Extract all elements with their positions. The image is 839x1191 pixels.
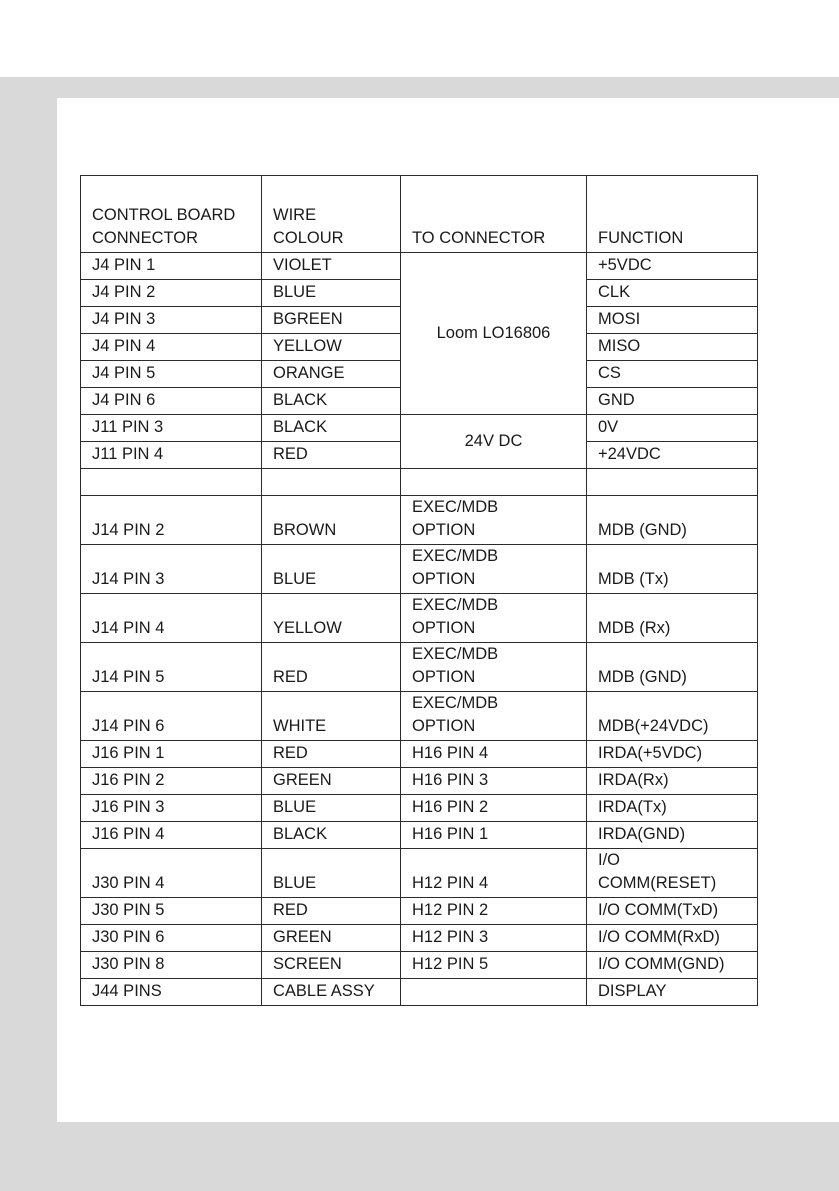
connector-cell: J16 PIN 3 xyxy=(81,795,262,822)
table-row xyxy=(81,692,758,741)
to-connector-cell: EXEC/MDB OPTION xyxy=(401,545,587,594)
colour-cell: GREEN xyxy=(262,768,401,795)
header-cell: FUNCTION xyxy=(587,176,758,253)
colour-cell: RED xyxy=(262,643,401,692)
colour-cell: RED xyxy=(262,442,401,469)
function-cell: I/O COMM(GND) xyxy=(587,952,758,979)
colour-cell: VIOLET xyxy=(262,253,401,280)
to-connector-cell: H12 PIN 5 xyxy=(401,952,587,979)
table-row xyxy=(81,768,758,795)
table-row xyxy=(81,822,758,849)
function-cell: MISO xyxy=(587,334,758,361)
colour-cell: BLUE xyxy=(262,545,401,594)
connector-cell: J30 PIN 5 xyxy=(81,898,262,925)
function-cell: MDB (GND) xyxy=(587,496,758,545)
colour-cell: BLUE xyxy=(262,849,401,898)
connector-cell: J44 PINS xyxy=(81,979,262,1006)
table-row xyxy=(81,253,758,280)
function-cell: MDB (Tx) xyxy=(587,545,758,594)
connector-cell: J11 PIN 4 xyxy=(81,442,262,469)
function-cell: GND xyxy=(587,388,758,415)
loom-cell: Loom LO16806 xyxy=(401,253,587,415)
colour-cell: RED xyxy=(262,741,401,768)
table-row xyxy=(81,496,758,545)
table-row xyxy=(81,979,758,1006)
table-row xyxy=(81,849,758,898)
colour-cell: ORANGE xyxy=(262,361,401,388)
colour-cell xyxy=(262,469,401,496)
wiring-table xyxy=(80,175,758,1006)
colour-cell: BLACK xyxy=(262,415,401,442)
colour-cell: RED xyxy=(262,898,401,925)
connector-cell: J30 PIN 4 xyxy=(81,849,262,898)
function-cell: 0V xyxy=(587,415,758,442)
top-margin xyxy=(0,0,839,78)
colour-cell: BLUE xyxy=(262,280,401,307)
colour-cell: SCREEN xyxy=(262,952,401,979)
colour-cell: BROWN xyxy=(262,496,401,545)
table-row xyxy=(81,643,758,692)
table-row xyxy=(81,925,758,952)
colour-cell: BGREEN xyxy=(262,307,401,334)
function-cell: +5VDC xyxy=(587,253,758,280)
function-cell: MDB(+24VDC) xyxy=(587,692,758,741)
function-cell: IRDA(Tx) xyxy=(587,795,758,822)
to-connector-cell xyxy=(401,979,587,1006)
to-connector-cell: EXEC/MDB OPTION xyxy=(401,643,587,692)
connector-cell: J16 PIN 4 xyxy=(81,822,262,849)
function-cell: +24VDC xyxy=(587,442,758,469)
function-cell: IRDA(+5VDC) xyxy=(587,741,758,768)
connector-cell: J4 PIN 5 xyxy=(81,361,262,388)
colour-cell: GREEN xyxy=(262,925,401,952)
connector-cell: J30 PIN 6 xyxy=(81,925,262,952)
function-cell: MOSI xyxy=(587,307,758,334)
colour-cell: CABLE ASSY xyxy=(262,979,401,1006)
connector-cell: J14 PIN 4 xyxy=(81,594,262,643)
connector-cell: J16 PIN 1 xyxy=(81,741,262,768)
connector-cell: J4 PIN 1 xyxy=(81,253,262,280)
to-connector-cell: EXEC/MDB OPTION xyxy=(401,496,587,545)
connector-cell: J16 PIN 2 xyxy=(81,768,262,795)
function-cell xyxy=(587,469,758,496)
header-cell: CONTROL BOARD CONNECTOR xyxy=(81,176,262,253)
function-cell: IRDA(GND) xyxy=(587,822,758,849)
to-connector-cell: H12 PIN 3 xyxy=(401,925,587,952)
connector-cell: J14 PIN 3 xyxy=(81,545,262,594)
table-row-empty xyxy=(81,469,758,496)
colour-cell: YELLOW xyxy=(262,334,401,361)
header-cell: TO CONNECTOR xyxy=(401,176,587,253)
connector-cell: J30 PIN 8 xyxy=(81,952,262,979)
to-connector-cell: EXEC/MDB OPTION xyxy=(401,692,587,741)
table-header-row xyxy=(81,176,758,253)
table-row xyxy=(81,545,758,594)
function-cell: MDB (Rx) xyxy=(587,594,758,643)
connector-cell: J11 PIN 3 xyxy=(81,415,262,442)
to-connector-cell xyxy=(401,469,587,496)
table-row xyxy=(81,898,758,925)
colour-cell: WHITE xyxy=(262,692,401,741)
to-connector-cell: H16 PIN 3 xyxy=(401,768,587,795)
connector-cell: J4 PIN 3 xyxy=(81,307,262,334)
function-cell: I/O COMM(RxD) xyxy=(587,925,758,952)
table-row xyxy=(81,795,758,822)
function-cell: I/O COMM(TxD) xyxy=(587,898,758,925)
connector-cell: J4 PIN 2 xyxy=(81,280,262,307)
colour-cell: BLACK xyxy=(262,822,401,849)
to-connector-cell: H16 PIN 2 xyxy=(401,795,587,822)
function-cell: CS xyxy=(587,361,758,388)
to-connector-cell: H16 PIN 1 xyxy=(401,822,587,849)
to-connector-cell: H16 PIN 4 xyxy=(401,741,587,768)
function-cell: MDB (GND) xyxy=(587,643,758,692)
function-cell: I/O COMM(RESET) xyxy=(587,849,758,898)
table-row xyxy=(81,415,758,442)
colour-cell: YELLOW xyxy=(262,594,401,643)
dc-cell: 24V DC xyxy=(401,415,587,469)
table-row xyxy=(81,952,758,979)
header-cell: WIRE COLOUR xyxy=(262,176,401,253)
function-cell: DISPLAY xyxy=(587,979,758,1006)
to-connector-cell: H12 PIN 2 xyxy=(401,898,587,925)
table-row xyxy=(81,594,758,643)
to-connector-cell: EXEC/MDB OPTION xyxy=(401,594,587,643)
colour-cell: BLUE xyxy=(262,795,401,822)
colour-cell: BLACK xyxy=(262,388,401,415)
connector-cell: J4 PIN 4 xyxy=(81,334,262,361)
connector-cell: J14 PIN 5 xyxy=(81,643,262,692)
connector-cell: J14 PIN 2 xyxy=(81,496,262,545)
connector-cell: J4 PIN 6 xyxy=(81,388,262,415)
connector-cell xyxy=(81,469,262,496)
function-cell: CLK xyxy=(587,280,758,307)
connector-cell: J14 PIN 6 xyxy=(81,692,262,741)
function-cell: IRDA(Rx) xyxy=(587,768,758,795)
table-row xyxy=(81,741,758,768)
to-connector-cell: H12 PIN 4 xyxy=(401,849,587,898)
